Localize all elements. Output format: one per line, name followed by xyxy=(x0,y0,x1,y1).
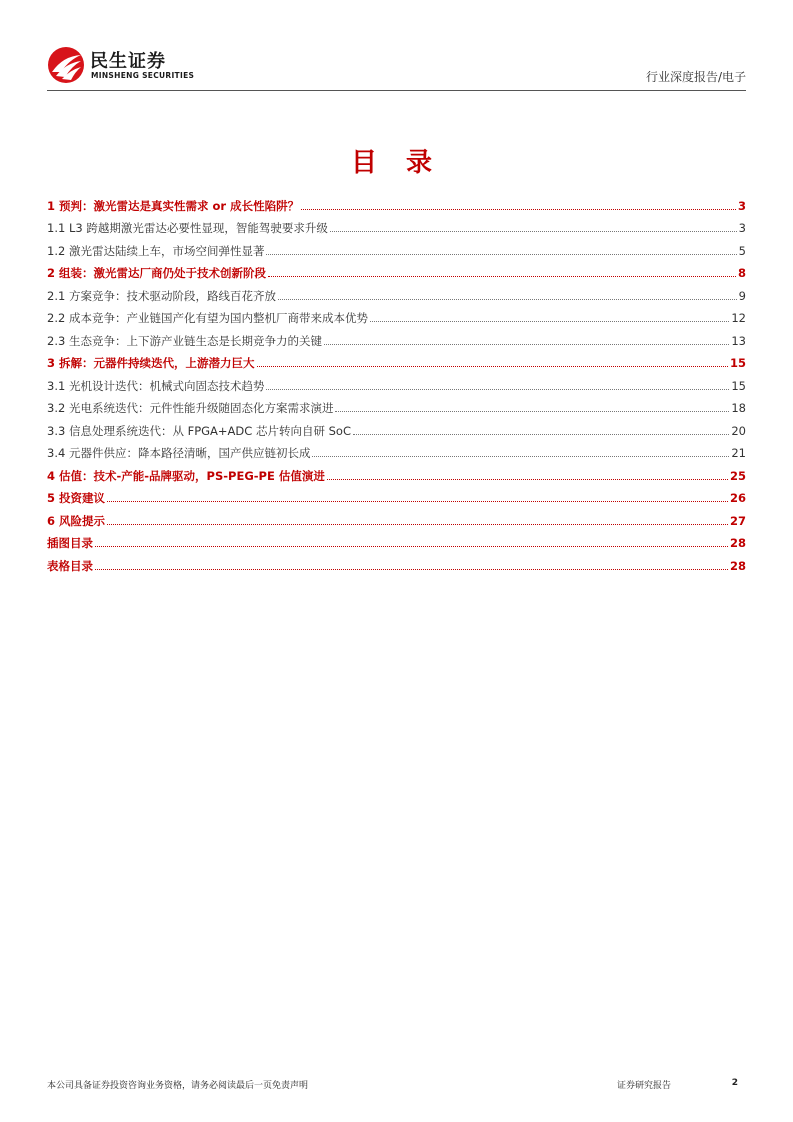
toc-entry-label: 表格目录 xyxy=(47,558,93,573)
toc-entry-page: 28 xyxy=(729,558,746,573)
toc-leader-dots xyxy=(353,434,729,435)
toc-leader-dots xyxy=(278,299,737,300)
toc-entry-page: 5 xyxy=(738,243,746,258)
toc-leader-dots xyxy=(95,546,728,547)
footer-page-number: 2 xyxy=(731,1078,738,1088)
toc-entry-label: 2.3 生态竞争：上下游产业链生态是长期竞争力的关键 xyxy=(47,333,322,348)
toc-leader-dots xyxy=(370,321,729,322)
toc-entry-label: 5 投资建议 xyxy=(47,491,106,505)
toc-leader-dots xyxy=(107,501,728,502)
logo-text-cn: 民生证券 xyxy=(90,51,166,72)
page-header xyxy=(47,42,746,92)
toc-leader-dots xyxy=(335,411,729,412)
toc-entry-label: 3.3 信息处理系统迭代：从 FPGA+ADC 芯片转向自研 SoC xyxy=(47,423,351,438)
toc-entry-page: 15 xyxy=(731,378,746,393)
footer-doc-type: 证券研究报告 xyxy=(617,1081,672,1091)
toc-entry-label: 2.1 方案竞争：技术驱动阶段，路线百花齐放 xyxy=(47,288,276,303)
toc-entry-page: 18 xyxy=(731,401,746,415)
toc-entry-label: 1.1 L3 跨越期激光雷达必要性显现，智能驾驶要求升级 xyxy=(47,221,328,235)
toc-leader-dots xyxy=(266,389,729,390)
toc-entry[interactable] xyxy=(47,505,746,528)
toc-leader-dots xyxy=(301,209,736,210)
toc-entry[interactable] xyxy=(47,528,746,551)
toc-entry[interactable] xyxy=(47,258,746,281)
toc-entry[interactable] xyxy=(47,460,746,483)
toc-entry[interactable] xyxy=(47,550,746,573)
toc-entry-page: 9 xyxy=(738,288,746,303)
toc-entry-label: 2 组装：激光雷达厂商仍处于技术创新阶段 xyxy=(47,266,267,280)
toc-leader-dots xyxy=(324,344,729,345)
toc-entry-label: 2.2 成本竞争：产业链国产化有望为国内整机厂商带来成本优势 xyxy=(47,311,368,325)
toc-entry-page: 28 xyxy=(729,536,746,550)
toc-entry[interactable] xyxy=(47,213,746,236)
toc-entry[interactable] xyxy=(47,438,746,461)
toc-leader-dots xyxy=(257,366,728,367)
toc-leader-dots xyxy=(266,254,736,255)
toc-entry-label: 1.2 激光雷达陆续上车，市场空间弹性显著 xyxy=(47,243,265,258)
toc-entry[interactable] xyxy=(47,348,746,371)
toc-entry-page: 3 xyxy=(737,198,746,213)
toc-entry-page: 13 xyxy=(731,333,746,348)
toc-entry-label: 1 预判：激光雷达是真实性需求 or 成长性陷阱？ xyxy=(47,198,300,213)
toc-entry[interactable] xyxy=(47,190,746,213)
toc-leader-dots xyxy=(330,231,737,232)
toc-entry-page: 12 xyxy=(731,311,746,325)
toc-entry-page: 21 xyxy=(731,446,746,460)
toc-entry-page: 25 xyxy=(729,468,746,483)
toc-leader-dots xyxy=(107,524,728,525)
toc-leader-dots xyxy=(312,456,729,457)
toc-entry-page: 20 xyxy=(731,423,746,438)
toc-entry-page: 8 xyxy=(737,266,746,280)
logo-text-en: MINSHENG SECURITIES xyxy=(91,71,195,80)
toc-entry-label: 4 估值：技术-产能-品牌驱动，PS-PEG-PE 估值演进 xyxy=(47,468,325,483)
toc-entry[interactable] xyxy=(47,280,746,303)
toc-leader-dots xyxy=(327,479,728,480)
toc-entry-page: 26 xyxy=(729,491,746,505)
toc-entry[interactable] xyxy=(47,303,746,326)
toc-entry[interactable] xyxy=(47,370,746,393)
footer-disclaimer: 本公司具备证券投资咨询业务资格，请务必阅读最后一页免责声明 xyxy=(47,1081,309,1091)
toc-entry-label: 3.2 光电系统迭代：元件性能升级随固态化方案需求演进 xyxy=(47,401,334,415)
toc-entry-page: 15 xyxy=(729,356,746,370)
toc-entry[interactable] xyxy=(47,415,746,438)
toc-entry-label: 3.1 光机设计迭代：机械式向固态技术趋势 xyxy=(47,378,265,393)
toc-leader-dots xyxy=(95,569,728,570)
page-title: 目 录 xyxy=(350,148,443,178)
toc-entry[interactable] xyxy=(47,483,746,506)
report-type: 行业深度报告/电子 xyxy=(645,70,746,84)
toc-entry-page: 27 xyxy=(729,513,746,528)
toc-entry-label: 3.4 元器件供应：降本路径清晰，国产供应链初长成 xyxy=(47,446,311,460)
toc-entry-label: 插图目录 xyxy=(47,536,93,550)
header-divider xyxy=(47,90,746,91)
toc-entry-label: 3 拆解：元器件持续迭代，上游潜力巨大 xyxy=(47,356,255,370)
minsheng-logo-icon xyxy=(47,46,85,84)
toc-entry[interactable] xyxy=(47,235,746,258)
toc-entry[interactable] xyxy=(47,325,746,348)
table-of-contents xyxy=(47,190,746,573)
toc-leader-dots xyxy=(268,276,736,277)
toc-entry[interactable] xyxy=(47,393,746,416)
toc-entry-label: 6 风险提示 xyxy=(47,513,106,528)
page-footer xyxy=(47,1078,746,1092)
toc-entry-page: 3 xyxy=(738,221,746,235)
